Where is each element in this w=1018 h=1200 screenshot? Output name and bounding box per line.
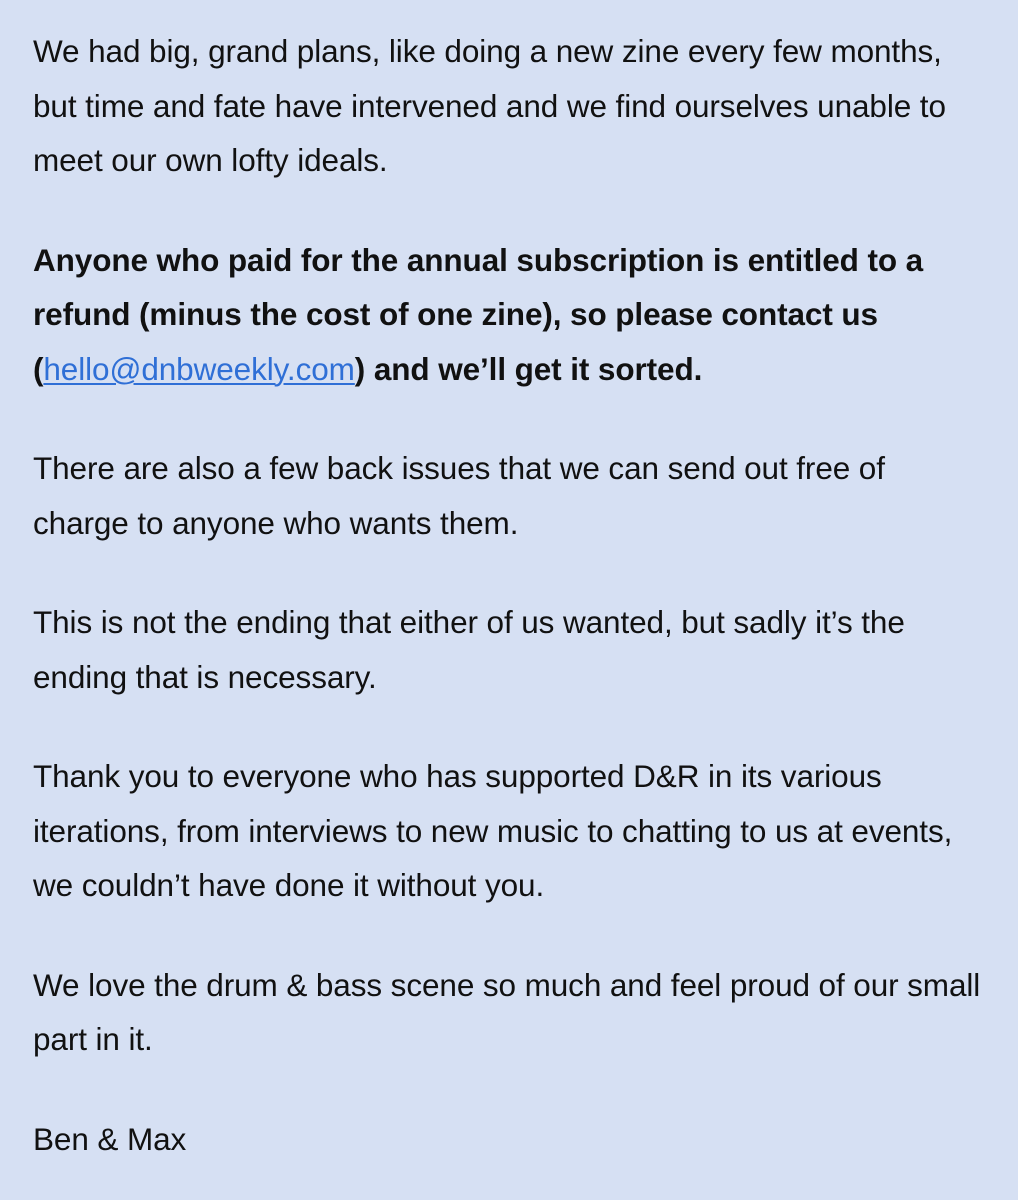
paragraph-thanks: Thank you to everyone who has supported D&R in its various iterations, from interviews to new music to chatting to us at events, we couldn’t have done it without you.: [33, 758, 953, 903]
paragraph-ending: This is not the ending that either of us wanted, but sadly it’s the ending that is necessary.: [33, 604, 905, 695]
signature: Ben & Max: [33, 1120, 187, 1157]
contact-email-link[interactable]: hello@dnbweekly.com: [43, 350, 355, 387]
refund-text-start: Anyone who paid for the annual subscription is entitled to a refund (minus the cost of one zine), so please contact us (: [33, 241, 924, 387]
paragraph-refund: [33, 233, 988, 397]
refund-text-end: ) and we’ll get it sorted.: [354, 350, 703, 387]
paragraph-plans: We had big, grand plans, like doing a new zine every few months, but time and fate have intervened and we find ourselves unable to meet our own lofty ideals.: [33, 33, 946, 178]
paragraph-scene: We love the drum & bass scene so much and feel proud of our small part in it.: [33, 966, 981, 1057]
paragraph-back-issues: There are also a few back issues that we can send out free of charge to anyone who wants them.: [33, 450, 885, 541]
